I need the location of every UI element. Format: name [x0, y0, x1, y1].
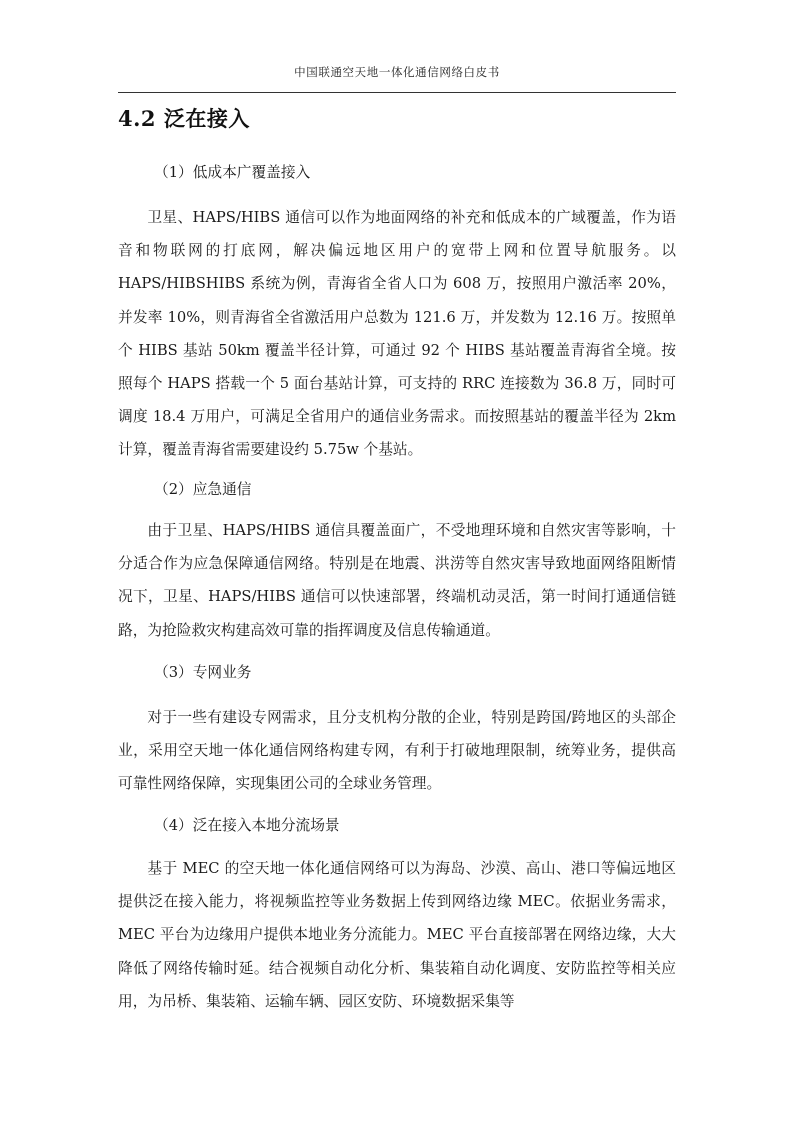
paragraph-emergency-communication: 由于卫星、HAPS/HIBS 通信具覆盖面广，不受地理环境和自然灾害等影响，十分适合作为应急保障通信网络。特别是在地震、洪涝等自然灾害导致地面网络阻断情况下，卫星、HAPS/HIBS 通信可以快速部署，终端机动灵活，第一时间打通通信链路，为抢险救灾构建高效可靠的指挥调度及信息传输通道。 — [118, 522, 676, 639]
paragraph-low-cost-coverage: 卫星、HAPS/HIBS 通信可以作为地面网络的补充和低成本的广域覆盖，作为语音和物联网的打底网，解决偏远地区用户的宽带上网和位置导航服务。以 HAPS/HIBSHIBS 系统为例，青海省全省人口为 608 万，按照用户激活率 20%，并发率 10%，则青海省全省激活用户总数为 121.6 万，并发数为 12.16 万。按照单个 HIBS 基站 50km 覆盖半径计算，可通过 92 个 HIBS 基站覆盖青海省全境。按照每个 HAPS 搭载一个 5 面台基站计算，可支持的 RRC 连接数为 36.8 万，同时可调度 18.4 万用户，可满足全省用户的通信业务需求。而按照基站的覆盖半径为 2km 计算，覆盖青海省需要建设约 5.75w 个基站。 — [118, 209, 676, 459]
subsection-heading-emergency-communication: （2）应急通信 — [154, 481, 252, 498]
subsection-heading-local-offload: （4）泛在接入本地分流场景 — [154, 817, 340, 834]
paragraph-local-offload: 基于 MEC 的空天地一体化通信网络可以为海岛、沙漠、高山、港口等偏远地区提供泛在接入能力，将视频监控等业务数据上传到网络边缘 MEC。依据业务需求，MEC 平台为边缘用户提供本地业务分流能力。MEC 平台直接部署在网络边缘，大大降低了网络传输时延。结合视频自动化分析、集装箱自动化调度、安防监控等相关应用，为吊桥、集装箱、运输车辆、园区安防、环境数据采集等 — [118, 860, 676, 1010]
paragraph-private-network: 对于一些有建设专网需求，且分支机构分散的企业，特别是跨国/跨地区的头部企业，采用空天地一体化通信网络构建专网，有利于打破地理限制，统筹业务，提供高可靠性网络保障，实现集团公司的全球业务管理。 — [118, 709, 676, 793]
header-divider — [118, 92, 676, 93]
running-header: 中国联通空天地一体化通信网络白皮书 — [294, 65, 500, 79]
section-title: 4.2 泛在接入 — [118, 106, 250, 131]
subsection-heading-private-network: （3）专网业务 — [154, 664, 252, 681]
subsection-heading-low-cost-coverage: （1）低成本广覆盖接入 — [154, 164, 311, 181]
